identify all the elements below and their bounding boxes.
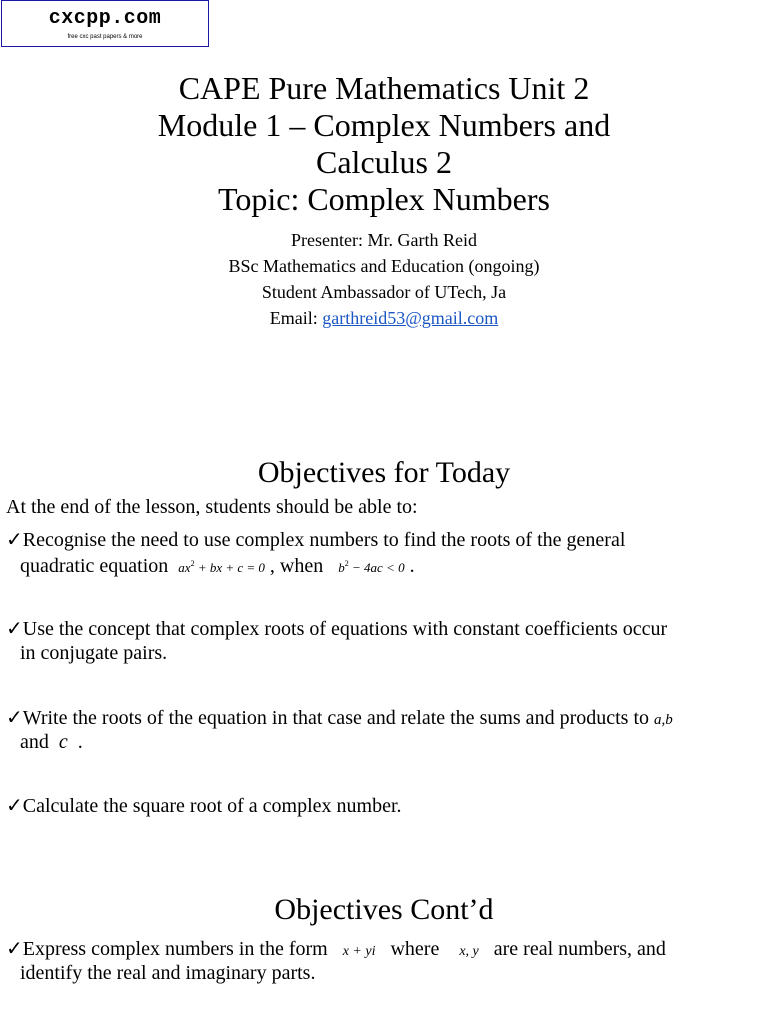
- objective-5-line-2: identify the real and imaginary parts.: [20, 962, 316, 984]
- objective-2-line-2: in conjugate pairs.: [20, 642, 168, 664]
- cxcpp-logo[interactable]: [1, 0, 209, 47]
- presenter-name: Presenter: Mr. Garth Reid: [291, 230, 477, 250]
- check-icon: ✓: [6, 707, 23, 729]
- presenter-degree: BSc Mathematics and Education (ongoing): [228, 256, 540, 276]
- when-text: , when: [269, 555, 324, 577]
- coefficients-ab: a,b: [654, 712, 673, 728]
- objective-2-line-1: [6, 617, 667, 641]
- objective-3-text: Write the roots of the equation in that case and relate the sums and products to: [22, 707, 649, 729]
- email-link[interactable]: garthreid53@gmail.com: [322, 308, 499, 328]
- check-icon: ✓: [6, 529, 23, 551]
- title-line-4: Topic: Complex Numbers: [218, 181, 550, 217]
- objective-1-text: Recognise the need to use complex numbers to find the roots of the general: [22, 529, 626, 551]
- check-icon: ✓: [6, 938, 23, 960]
- title-line-3: Calculus 2: [316, 144, 452, 180]
- email-label: Email:: [269, 308, 318, 328]
- objective-5-text-2: are real numbers, and: [493, 938, 666, 960]
- where-text: where: [390, 938, 440, 960]
- variables-xy: x, y: [459, 944, 479, 959]
- objective-1-line-2: [20, 552, 415, 580]
- discriminant-condition: $b^2 - 4ac < 0$: [338, 559, 405, 575]
- check-icon: ✓: [6, 618, 23, 640]
- coefficient-c: c: [58, 731, 68, 753]
- and-text: and: [20, 731, 49, 753]
- objective-4: [6, 794, 402, 818]
- title-line-1: CAPE Pure Mathematics Unit 2: [178, 70, 590, 106]
- objective-3-line-2: [20, 730, 83, 754]
- objectives-intro: At the end of the lesson, students should be able to:: [6, 496, 418, 518]
- objective-3-line-1: [6, 706, 673, 732]
- objectives-contd-heading: Objectives Cont’d: [274, 893, 494, 926]
- title-line-2: Module 1 – Complex Numbers and: [157, 107, 611, 143]
- objective-1-period: .: [409, 555, 415, 577]
- objective-3-period: .: [77, 731, 83, 753]
- check-icon: ✓: [6, 795, 23, 817]
- objective-5-line-1: [6, 937, 666, 964]
- objective-1-line-1: [6, 528, 625, 552]
- objective-5-text: Express complex numbers in the form: [22, 938, 328, 960]
- quadratic-equation: $ax^2$ + bx + c = 0: [178, 559, 265, 575]
- logo-title: cxcpp.com: [48, 7, 162, 30]
- objective-2-text: Use the concept that complex roots of equations with constant coefficients occur: [22, 618, 668, 640]
- logo-subtitle: free cxc past papers & more: [67, 34, 143, 40]
- presenter-info: [0, 227, 768, 331]
- complex-form: x + yi: [342, 944, 376, 959]
- slide-title-block: [0, 70, 768, 218]
- objectives-heading: Objectives for Today: [257, 456, 511, 489]
- objective-4-text: Calculate the square root of a complex number.: [22, 795, 402, 817]
- presenter-email-line: [0, 305, 768, 331]
- presenter-role: Student Ambassador of UTech, Ja: [261, 282, 507, 302]
- objective-1-label: quadratic equation: [20, 555, 169, 577]
